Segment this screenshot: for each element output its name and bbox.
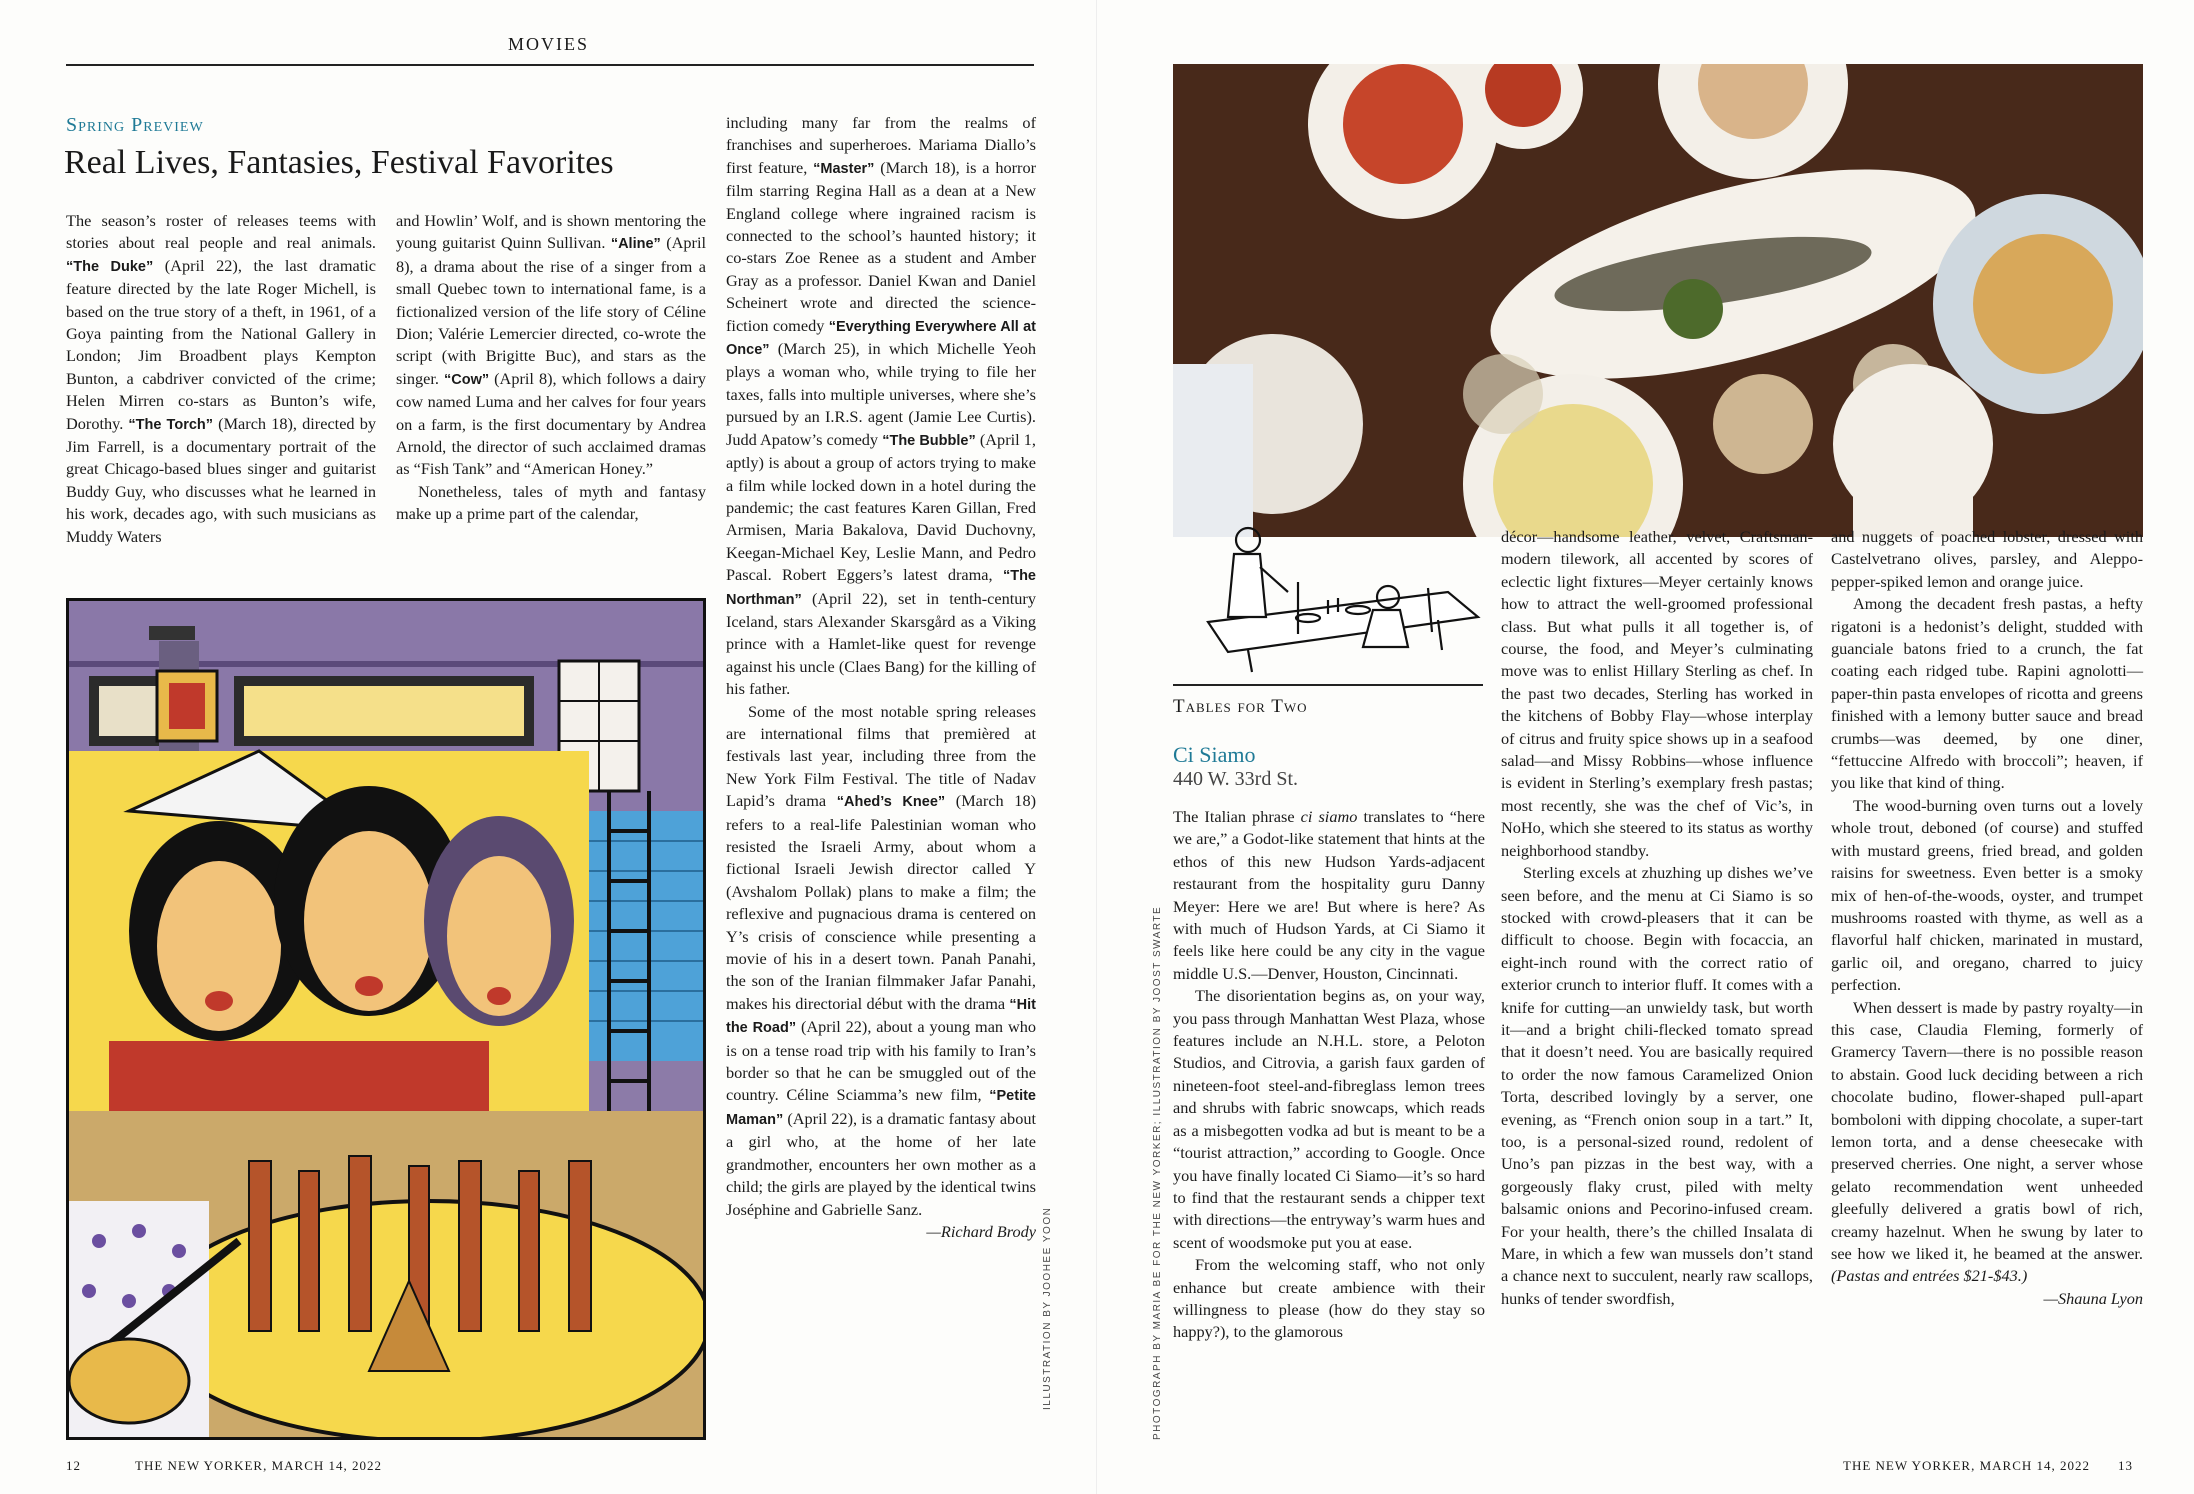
photo-art [1173,64,2143,537]
section-label-right: Tables for Two [1173,696,1308,717]
tables-for-two-cartoon [1188,522,1484,674]
cartoon-art [1188,522,1484,674]
paragraph: Among the decadent fresh pastas, a hefty rigatoni is a hedonist’s delight, studded with guanciale batons fried to a crunch, the fat coating each ridged tube. Rapini agnolotti—paper-thin pasta envelopes of ricotta and greens finished with a lemony butter sauce and bread crumbs—was deemed, by one diner, “fettuccine Alfredo with broccoli”; heaven, if you like that kind of thing. [1831,594,2143,793]
folio-page-number: 12 [66,1458,81,1473]
article-column-3 [726,112,1036,1243]
paragraph: Some of the most notable spring releases are international films that premièred at festivals last year, including three from the New York Film Festival. The title of Nadav Lapid’s drama “Ahed’s Knee” (March 18) refers to a real-life Palestinian woman who resisted the Israeli Army, about whom a fictional Israeli Jewish director called Y (Avshalom Pollak) plans to make a film; the reflexive and pugnacious drama is centered on Y’s crisis of conscience while presenting a movie of his in a desert town. Panah Panahi, the son of the Iranian filmmaker Jafar Panahi, makes his directorial début with the drama “Hit the Road” (April 22), about a young man who is on a tense road trip with his family to Iran’s border so that he can be smuggled out of the country. Céline Sciamma’s new film, “Petite Maman” (April 22), is a dramatic fantasy about a girl who, at the home of her late grandmother, encounters her own mother as a child; the girls are played by the identical twins Joséphine and Gabrielle Sanz. [726,701,1037,1219]
folio-page-number-right: 13 [2118,1458,2133,1473]
illustration-art [69,601,706,1440]
article-column-2 [396,210,706,526]
paragraph: including many far from the realms of franchises and superheroes. Mariama Diallo’s first feature, “Master” (March 18), is a horror film starring Regina Hall as a dean at a New England college where ingrained racism is connected to the school’s haunted history; it co-stars Zoe Renee as a student and Amber Gray as a professor. Daniel Kwan and Daniel Scheinert wrote and directed the science-fiction comedy “Everything Everywhere All at Once” (March 25), in which Michelle Yeoh plays a woman who, while trying to file her taxes, falls into multiple universes, where she’s pursued by an I.R.S. agent (Jamie Lee Curtis). Judd Apatow’s comedy “The Bubble” (April 1, aptly) is about a group of actors trying to make a film while locked down in a hotel during the pandemic; the cast features Karen Gillan, Fred Armisen, Maria Bakalova, David Duchovny, Keegan-Michael Key, Leslie Mann, and Pedro Pascal. Robert Eggers’s latest drama, “The Northman” (April 22), set in tenth-century Iceland, stars Alexander Skarsgård as a Viking prince with a Hamlet-like quest for revenge against his uncle (Claes Bang) for the killing of his father. [726,113,1037,699]
paragraph: From the welcoming staff, who not only enhance but create ambience with their willingness to please (how do they stay so happy?), to the glamorous [1173,1255,1485,1342]
review-column-3 [1831,526,2143,1310]
review-column-1 [1173,806,1485,1344]
food-photograph [1173,64,2143,537]
paragraph: décor—handsome leather, velvet, Craftsman-modern tilework, all accented by scores of eclectic light fixtures—Meyer certainly knows how to attract the well-groomed professional class. But what pulls it all together is, of course, the food, and Meyer’s culminating move was to enlist Hillary Sterling as chef. In the past two decades, Sterling has worked in the kitchens of Bobby Flay—whose interplay of citrus and fruity spice shows up in a seafood salad—and Missy Robbins—whose influence is evident in Sterling’s exemplary fresh pastas; most recently, she was the chef of Vic’s, in NoHo, which she steered to its status as worthy neighborhood standby. [1501,527,1813,860]
section-rule [66,64,1034,66]
section-rule-right [1173,684,1483,686]
folio-magazine-right: THE NEW YORKER, MARCH 14, 2022 [1843,1458,2091,1473]
paragraph: The wood-burning oven turns out a lovely whole trout, deboned (of course) and stuffed with mustard greens, fried bread, and golden raisins for sweetness. Even better is a smoky mix of hen-of-the-woods, oyster, and trumpet mushrooms roasted with thyme, as well as a flavorful half chicken, marinated in mustard, garlic oil, and oregano, charred to juicy perfection. [1831,795,2143,995]
paragraph: and nuggets of poached lobster, dressed with Castelvetrano olives, parsley, and Aleppo-pepper-spiked lemon and orange juice. [1831,527,2143,591]
paragraph: Nonetheless, tales of myth and fantasy make up a prime part of the calendar, [396,481,706,524]
paragraph: and Howlin’ Wolf, and is shown mentoring the young guitarist Quinn Sullivan. “Aline” (April 8), a drama about the rise of a singer from a small Quebec town to international fame, is a fictionalized version of the life story of Céline Dion; Valérie Lemercier directed, co-wrote the script (with Brigitte Buc), and stars as the singer. “Cow” (April 8), which follows a dairy cow named Luma and her calves for four years on a farm, is the first documentary by Andrea Arnold, the director of such acclaimed dramas as “Fish Tank” and “American Honey.” [396,211,707,479]
restaurant-address: 440 W. 33rd St. [1173,768,1299,790]
article-illustration [66,598,706,1440]
section-label: MOVIES [508,34,590,54]
restaurant-name: Ci Siamo [1173,742,1256,767]
kicker: Spring Preview [66,114,204,136]
byline: —Richard Brody [926,1221,1036,1241]
review-column-2 [1501,526,1813,1310]
paragraph: When dessert is made by pastry royalty—in this case, Claudia Fleming, formerly of Gramercy Tavern—there is no possible reason to abstain. Good luck deciding between a rich chocolate budino, flower-shaped pull-apart bomboloni with dipping chocolate, a super-tart lemon torta, and a dense cheesecake with preserved cherries. One night, a server whose gelato recommendation went unheeded gleefully delivered a gratis bowl of rich, creamy hazelnut. When he swung by later to see how we liked it, he beamed at the answer. (Pastas and entrées $21-$43.) [1831,997,2143,1286]
article-column-1 [66,210,376,548]
byline: —Shauna Lyon [2043,1288,2143,1308]
paragraph: The season’s roster of releases teems with stories about real people and real animals. “The Duke” (April 22), the last dramatic feature directed by the late Roger Michell, is based on the true story of a theft, in 1961, of a Goya painting from the National Gallery in London; Jim Broadbent plays Kempton Bunton, a cabdriver convicted of the crime; Helen Mirren co-stars as Bunton’s wife, Dorothy. “The Torch” (March 18), directed by Jim Farrell, is a documentary portrait of the great Chicago-based blues singer and guitarist Buddy Guy, who discusses what he learned in his work, decades ago, with such musicians as Muddy Waters [66,211,376,546]
paragraph: The disorientation begins as, on your way, you pass through Manhattan West Plaza, whose features include an N.H.L. store, a Peloton Studios, and Citrovia, a garish faux garden of nineteen-foot steel-and-fibreglass lemon trees and shrubs with fabric snowcaps, which reads as a misbegotten vodka ad but is meant to be a “tourist attraction,” according to Google. Once you have finally located Ci Siamo—it’s so hard to find that the restaurant sends a chipper text with directions—the entryway’s warm hues and scent of woodsmoke put you at ease. [1173,986,1485,1252]
illustration-credit: ILLUSTRATION BY JOOHEE YOON [1042,1206,1053,1410]
paragraph: Sterling excels at zhuzhing up dishes we’ve seen before, and the menu at Ci Siamo is so stocked with crowd-pleasers that it can be difficult to choose. Begin with focaccia, an eight-inch round with the correct ratio of exterior crunch to interior fluff. It comes with a knife for cutting—an unwieldy task, but worth it—and a bright chili-flecked tomato spread that it doesn’t need. You are basically required to order the now famous Caramelized Onion Torta, described lovingly by a server, one evening, as “French onion soup in a tart.” It, too, is a personal-sized round, redolent of Uno’s pan pizzas in the best way, with a gorgeously flaky crust, piled with melty balsamic onions and Pecorino-infused cream. For your health, there’s the chilled Insalata di Mare, in which a few wan mussels don’t stand a chance next to succulent, nearly raw scallops, hunks of tender swordfish, [1501,863,1813,1308]
folio-magazine: THE NEW YORKER, MARCH 14, 2022 [135,1458,383,1473]
photo-credit: PHOTOGRAPH BY MARIA BE FOR THE NEW YORKER; ILLUSTRATION BY JOOST SWARTE [1152,905,1163,1440]
headline: Real Lives, Fantasies, Festival Favorites [64,144,614,181]
paragraph: The Italian phrase ci siamo translates to “here we are,” a Godot-like statement that hints at the ethos of this new Hudson Yards-adjacent restaurant from the hospitality guru Danny Meyer: Here we are! But where is here? As with much of Hudson Yards, at Ci Siamo it feels like here could be any city in the vague middle U.S.—Denver, Houston, Cincinnati. [1173,807,1486,983]
